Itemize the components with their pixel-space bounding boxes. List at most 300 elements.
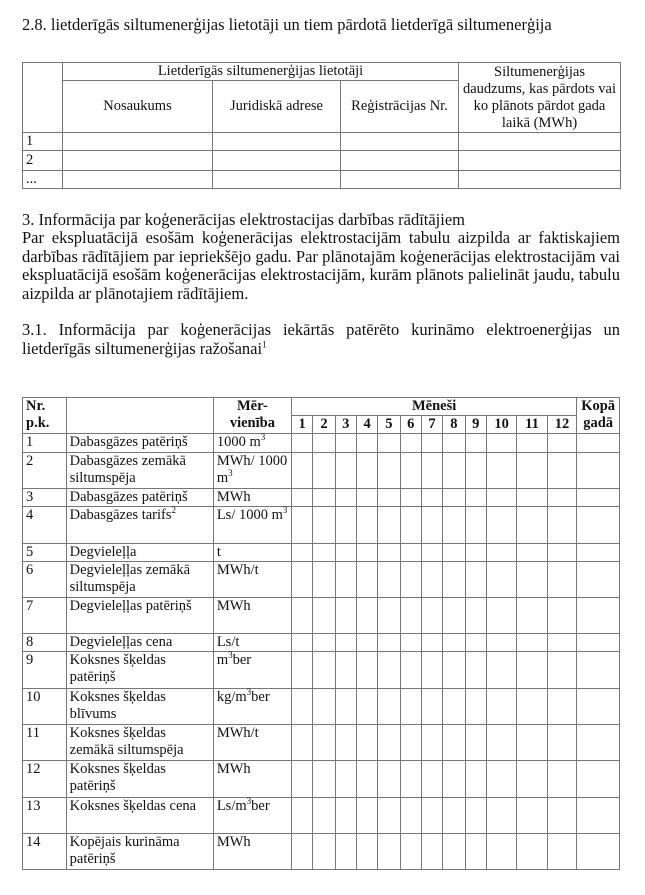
input-cell[interactable]: [400, 761, 421, 798]
input-cell[interactable]: [335, 562, 356, 598]
row-name: [66, 725, 213, 761]
fuel-table: [22, 397, 620, 870]
input-cell[interactable]: [547, 725, 577, 761]
input-cell[interactable]: [400, 544, 421, 562]
input-cell[interactable]: [517, 598, 547, 634]
input-cell[interactable]: [465, 634, 486, 652]
input-cell[interactable]: [517, 434, 547, 453]
row-name-text: Dabasgāzes tarifs: [69, 507, 172, 523]
month-header: 12: [547, 416, 577, 434]
input-cell[interactable]: [291, 834, 312, 870]
input-cell[interactable]: [421, 544, 442, 562]
input-cell[interactable]: [378, 834, 400, 870]
input-cell[interactable]: [291, 689, 312, 725]
input-cell[interactable]: [356, 634, 377, 652]
input-cell[interactable]: [213, 133, 341, 151]
footnote-ref: 1: [262, 339, 267, 349]
input-cell[interactable]: [486, 507, 516, 544]
unit-exponent: 3: [260, 432, 266, 443]
row-name: [66, 761, 213, 798]
row-number: 8: [23, 634, 67, 652]
input-cell[interactable]: [547, 652, 577, 689]
input-cell[interactable]: [400, 834, 421, 870]
input-cell[interactable]: [400, 634, 421, 652]
input-cell[interactable]: [356, 562, 377, 598]
input-cell[interactable]: [356, 434, 377, 453]
input-cell[interactable]: [517, 489, 547, 507]
row-number: 10: [23, 689, 67, 725]
table-row: [23, 834, 620, 870]
input-cell[interactable]: [517, 761, 547, 798]
input-cell[interactable]: [291, 434, 312, 453]
row-unit: [213, 725, 291, 761]
unit-text: MWh/t: [216, 562, 259, 578]
row-unit: [213, 634, 291, 652]
table-row: [23, 761, 620, 798]
input-cell[interactable]: [335, 689, 356, 725]
input-cell[interactable]: [547, 798, 577, 834]
row-number: 7: [23, 598, 67, 634]
row-unit: [213, 453, 291, 489]
input-cell[interactable]: [356, 798, 377, 834]
input-cell[interactable]: [378, 652, 400, 689]
input-cell[interactable]: [421, 761, 442, 798]
input-cell[interactable]: [400, 798, 421, 834]
table-row: [23, 598, 620, 634]
amount-header: Siltumenerģijas daudzums, kas pārdots vai ko plānots pārdot gada laikā (MWh): [459, 63, 621, 133]
col-header: Nosaukums: [63, 81, 213, 133]
month-header: 5: [378, 416, 400, 434]
row-name: [66, 544, 213, 562]
input-cell[interactable]: [63, 171, 213, 189]
input-cell[interactable]: [486, 598, 516, 634]
input-cell[interactable]: [517, 507, 547, 544]
table-row: [23, 634, 620, 652]
input-cell[interactable]: [459, 171, 621, 189]
input-cell[interactable]: [213, 151, 341, 171]
subtitle-text: 3.1. Informācija par koģenerācijas iekārtās patērēto kurināmo elektroenerģijas un lietderīgās siltumenerģijas ražošanai: [22, 320, 620, 358]
input-cell[interactable]: [356, 834, 377, 870]
input-cell[interactable]: [517, 798, 547, 834]
input-cell[interactable]: [313, 453, 335, 489]
row-number: 12: [23, 761, 67, 798]
input-cell[interactable]: [517, 453, 547, 489]
input-cell[interactable]: [378, 634, 400, 652]
input-cell[interactable]: [465, 598, 486, 634]
input-cell[interactable]: [443, 634, 465, 652]
unit-exponent: 3: [246, 796, 252, 807]
row-number: 5: [23, 544, 67, 562]
input-cell[interactable]: [443, 453, 465, 489]
input-cell[interactable]: [577, 725, 620, 761]
input-cell[interactable]: [459, 151, 621, 171]
row-number: 4: [23, 507, 67, 544]
input-cell[interactable]: [378, 689, 400, 725]
footnote-ref: 2: [171, 505, 176, 516]
month-header: 7: [421, 416, 442, 434]
row-name-text: Koksnes šķeldas zemākā siltumspēja: [69, 725, 184, 758]
month-header: 3: [335, 416, 356, 434]
input-cell[interactable]: [313, 598, 335, 634]
row-unit: [213, 489, 291, 507]
row-number: 9: [23, 652, 67, 689]
input-cell[interactable]: [547, 544, 577, 562]
input-cell[interactable]: [421, 689, 442, 725]
section-3-paragraph: Par ekspluatācijā esošām koģenerācijas elektrostacijām tabulu aizpilda ar faktiskajiem darbības rādītājiem par iepriekšējo gadu. Par plānotajām koģenerācijas elektrostacijām vai ekspluatācijā esošām koģenerācijas elektrostacijām, kurām plānots palielināt jaudu, tabulu aizpilda ar plānotajiem rādītājiem.: [22, 228, 620, 303]
input-cell[interactable]: [400, 652, 421, 689]
input-cell[interactable]: [517, 634, 547, 652]
table-row: [23, 434, 620, 453]
row-unit: [213, 798, 291, 834]
input-cell[interactable]: [291, 652, 312, 689]
table-row: [23, 489, 620, 507]
input-cell[interactable]: [378, 798, 400, 834]
input-cell[interactable]: [547, 761, 577, 798]
input-cell[interactable]: [335, 798, 356, 834]
row-name: [66, 798, 213, 834]
input-cell[interactable]: [400, 689, 421, 725]
input-cell[interactable]: [313, 689, 335, 725]
table-row: [23, 151, 621, 171]
input-cell[interactable]: [313, 489, 335, 507]
unit-text: MWh/t: [216, 725, 259, 741]
table-row: [23, 133, 621, 151]
input-cell[interactable]: [356, 725, 377, 761]
input-cell[interactable]: [517, 544, 547, 562]
section-3-1-title: [22, 321, 620, 358]
input-cell[interactable]: [291, 798, 312, 834]
input-cell[interactable]: [313, 725, 335, 761]
input-cell[interactable]: [547, 834, 577, 870]
input-cell[interactable]: [465, 489, 486, 507]
input-cell[interactable]: [486, 434, 516, 453]
input-cell[interactable]: [465, 761, 486, 798]
unit-suffix: ber: [232, 652, 252, 668]
row-name: [66, 453, 213, 489]
row-number: 2: [23, 151, 63, 171]
row-unit: [213, 761, 291, 798]
input-cell[interactable]: [486, 761, 516, 798]
input-cell[interactable]: [421, 489, 442, 507]
input-cell[interactable]: [356, 507, 377, 544]
row-name-text: Degvieleļļas zemākā siltumspēja: [69, 562, 191, 595]
input-cell[interactable]: [341, 133, 459, 151]
input-cell[interactable]: [577, 689, 620, 725]
input-cell[interactable]: [486, 725, 516, 761]
row-unit: [213, 689, 291, 725]
input-cell[interactable]: [577, 544, 620, 562]
input-cell[interactable]: [486, 652, 516, 689]
input-cell[interactable]: [291, 562, 312, 598]
input-cell[interactable]: [400, 598, 421, 634]
input-cell[interactable]: [341, 171, 459, 189]
input-cell[interactable]: [421, 434, 442, 453]
input-cell[interactable]: [547, 634, 577, 652]
input-cell[interactable]: [335, 434, 356, 453]
input-cell[interactable]: [378, 562, 400, 598]
input-cell[interactable]: [443, 507, 465, 544]
input-cell[interactable]: [486, 689, 516, 725]
input-cell[interactable]: [577, 489, 620, 507]
input-cell[interactable]: [443, 689, 465, 725]
input-cell[interactable]: [486, 834, 516, 870]
row-name-text: Dabasgāzes patēriņš: [69, 489, 188, 505]
input-cell[interactable]: [335, 598, 356, 634]
row-unit: [213, 544, 291, 562]
input-cell[interactable]: [517, 689, 547, 725]
row-name: [66, 562, 213, 598]
input-cell[interactable]: [577, 634, 620, 652]
unit-text: Ls/m: [216, 798, 247, 814]
table-row: [23, 652, 620, 689]
month-header: 6: [400, 416, 421, 434]
input-cell[interactable]: [335, 761, 356, 798]
input-cell[interactable]: [486, 489, 516, 507]
input-cell[interactable]: [291, 544, 312, 562]
row-unit: [213, 834, 291, 870]
unit-text: m: [216, 652, 229, 668]
unit-text: MWh: [216, 761, 251, 777]
input-cell[interactable]: [313, 544, 335, 562]
input-cell[interactable]: [421, 652, 442, 689]
input-cell[interactable]: [378, 489, 400, 507]
row-name: [66, 598, 213, 634]
input-cell[interactable]: [63, 133, 213, 151]
input-cell[interactable]: [577, 834, 620, 870]
table-row: [23, 562, 620, 598]
unit-text: MWh: [216, 834, 251, 850]
input-cell[interactable]: [443, 544, 465, 562]
row-unit: [213, 507, 291, 544]
input-cell[interactable]: [291, 453, 312, 489]
h-nr: Nr. p.k.: [23, 398, 67, 434]
unit-text: Ls/t: [216, 634, 240, 650]
table-row: [23, 544, 620, 562]
input-cell[interactable]: [517, 562, 547, 598]
input-cell[interactable]: [291, 761, 312, 798]
input-cell[interactable]: [313, 562, 335, 598]
input-cell[interactable]: [400, 453, 421, 489]
input-cell[interactable]: [313, 834, 335, 870]
input-cell[interactable]: [486, 634, 516, 652]
input-cell[interactable]: [400, 725, 421, 761]
input-cell[interactable]: [63, 151, 213, 171]
input-cell[interactable]: [313, 761, 335, 798]
month-header: 1: [291, 416, 312, 434]
input-cell[interactable]: [577, 453, 620, 489]
input-cell[interactable]: [577, 798, 620, 834]
table-row: [23, 798, 620, 834]
input-cell[interactable]: [486, 453, 516, 489]
input-cell[interactable]: [356, 598, 377, 634]
h-months: Mēneši: [291, 398, 576, 416]
row-number: 2: [23, 453, 67, 489]
input-cell[interactable]: [517, 652, 547, 689]
row-name: [66, 634, 213, 652]
unit-exponent: 3: [228, 468, 233, 479]
input-cell[interactable]: [465, 434, 486, 453]
input-cell[interactable]: [443, 834, 465, 870]
input-cell[interactable]: [335, 544, 356, 562]
input-cell[interactable]: [378, 598, 400, 634]
input-cell[interactable]: [443, 761, 465, 798]
input-cell[interactable]: [356, 689, 377, 725]
row-number: 13: [23, 798, 67, 834]
input-cell[interactable]: [421, 798, 442, 834]
input-cell[interactable]: [517, 834, 547, 870]
input-cell[interactable]: [443, 725, 465, 761]
input-cell[interactable]: [443, 434, 465, 453]
input-cell[interactable]: [378, 761, 400, 798]
input-cell[interactable]: [465, 689, 486, 725]
input-cell[interactable]: [517, 725, 547, 761]
input-cell[interactable]: [335, 507, 356, 544]
row-name-text: Koksnes šķeldas patēriņš: [69, 652, 166, 685]
input-cell[interactable]: [486, 798, 516, 834]
input-cell[interactable]: [547, 489, 577, 507]
input-cell[interactable]: [421, 598, 442, 634]
input-cell[interactable]: [378, 507, 400, 544]
input-cell[interactable]: [547, 598, 577, 634]
input-cell[interactable]: [443, 652, 465, 689]
input-cell[interactable]: [400, 507, 421, 544]
input-cell[interactable]: [291, 634, 312, 652]
input-cell[interactable]: [547, 434, 577, 453]
row-name: [66, 434, 213, 453]
input-cell[interactable]: [335, 634, 356, 652]
input-cell[interactable]: [313, 507, 335, 544]
input-cell[interactable]: [577, 562, 620, 598]
input-cell[interactable]: [378, 434, 400, 453]
unit-text: MWh: [216, 598, 251, 614]
row-name-text: Dabasgāzes patēriņš: [69, 434, 188, 450]
input-cell[interactable]: [341, 151, 459, 171]
input-cell[interactable]: [547, 689, 577, 725]
input-cell[interactable]: [313, 634, 335, 652]
row-unit: [213, 598, 291, 634]
input-cell[interactable]: [400, 434, 421, 453]
input-cell[interactable]: [465, 562, 486, 598]
input-cell[interactable]: [486, 544, 516, 562]
input-cell[interactable]: [335, 652, 356, 689]
input-cell[interactable]: [291, 598, 312, 634]
input-cell[interactable]: [443, 598, 465, 634]
input-cell[interactable]: [400, 489, 421, 507]
input-cell[interactable]: [459, 133, 621, 151]
input-cell[interactable]: [577, 652, 620, 689]
input-cell[interactable]: [577, 598, 620, 634]
unit-text: MWh/ 1000 m: [216, 453, 288, 486]
unit-suffix: ber: [251, 798, 270, 814]
input-cell[interactable]: [378, 725, 400, 761]
input-cell[interactable]: [421, 634, 442, 652]
input-cell[interactable]: [313, 652, 335, 689]
row-name: [66, 689, 213, 725]
input-cell[interactable]: [465, 834, 486, 870]
input-cell[interactable]: [547, 507, 577, 544]
row-number: 11: [23, 725, 67, 761]
input-cell[interactable]: [213, 171, 341, 189]
input-cell[interactable]: [577, 434, 620, 453]
input-cell[interactable]: [335, 834, 356, 870]
input-cell[interactable]: [421, 725, 442, 761]
table-row: [23, 171, 621, 189]
input-cell[interactable]: [443, 562, 465, 598]
unit-text: 1000 m: [216, 434, 261, 450]
table-row: [23, 725, 620, 761]
input-cell[interactable]: [356, 489, 377, 507]
input-cell[interactable]: [465, 725, 486, 761]
row-name: [66, 489, 213, 507]
input-cell[interactable]: [421, 453, 442, 489]
input-cell[interactable]: [291, 725, 312, 761]
input-cell[interactable]: [291, 489, 312, 507]
h-unit: Mēr-vienība: [213, 398, 291, 434]
input-cell[interactable]: [421, 834, 442, 870]
unit-text: MWh: [216, 489, 251, 505]
input-cell[interactable]: [577, 507, 620, 544]
input-cell[interactable]: [443, 489, 465, 507]
unit-exponent: 3: [228, 650, 233, 661]
unit-text: kg/m: [216, 689, 247, 705]
input-cell[interactable]: [465, 453, 486, 489]
input-cell[interactable]: [378, 544, 400, 562]
row-unit: [213, 434, 291, 453]
col-header: Juridiskā adrese: [213, 81, 341, 133]
input-cell[interactable]: [400, 562, 421, 598]
row-number: 6: [23, 562, 67, 598]
input-cell[interactable]: [313, 798, 335, 834]
input-cell[interactable]: [486, 562, 516, 598]
header-group: Lietderīgās siltumenerģijas lietotāji: [63, 63, 459, 81]
row-name: [66, 652, 213, 689]
table-row: [23, 507, 620, 544]
month-header: 9: [465, 416, 486, 434]
input-cell[interactable]: [547, 562, 577, 598]
row-name: [66, 507, 213, 544]
month-header: 8: [443, 416, 465, 434]
input-cell[interactable]: [443, 798, 465, 834]
row-name-text: Kopējais kurināma patēriņš: [69, 834, 180, 867]
input-cell[interactable]: [335, 489, 356, 507]
input-cell[interactable]: [356, 652, 377, 689]
input-cell[interactable]: [356, 453, 377, 489]
row-name-text: Koksnes šķeldas cena: [69, 798, 197, 814]
input-cell[interactable]: [577, 761, 620, 798]
input-cell[interactable]: [547, 453, 577, 489]
h-total: Kopā gadā: [577, 398, 620, 434]
h-name: [66, 398, 213, 434]
section-3-title: 3. Informācija par koģenerācijas elektrostacijas darbības rādītājiem: [22, 210, 466, 229]
input-cell[interactable]: [356, 544, 377, 562]
corner-cell: [23, 63, 63, 133]
row-name-text: Degvieleļļa: [69, 544, 137, 560]
input-cell[interactable]: [356, 761, 377, 798]
input-cell[interactable]: [465, 652, 486, 689]
input-cell[interactable]: [335, 453, 356, 489]
input-cell[interactable]: [465, 798, 486, 834]
input-cell[interactable]: [465, 507, 486, 544]
input-cell[interactable]: [421, 562, 442, 598]
input-cell[interactable]: [335, 725, 356, 761]
row-number: 1: [23, 133, 63, 151]
input-cell[interactable]: [421, 507, 442, 544]
input-cell[interactable]: [291, 507, 312, 544]
col-header: Reģistrācijas Nr.: [341, 81, 459, 133]
input-cell[interactable]: [313, 434, 335, 453]
input-cell[interactable]: [465, 544, 486, 562]
input-cell[interactable]: [378, 453, 400, 489]
